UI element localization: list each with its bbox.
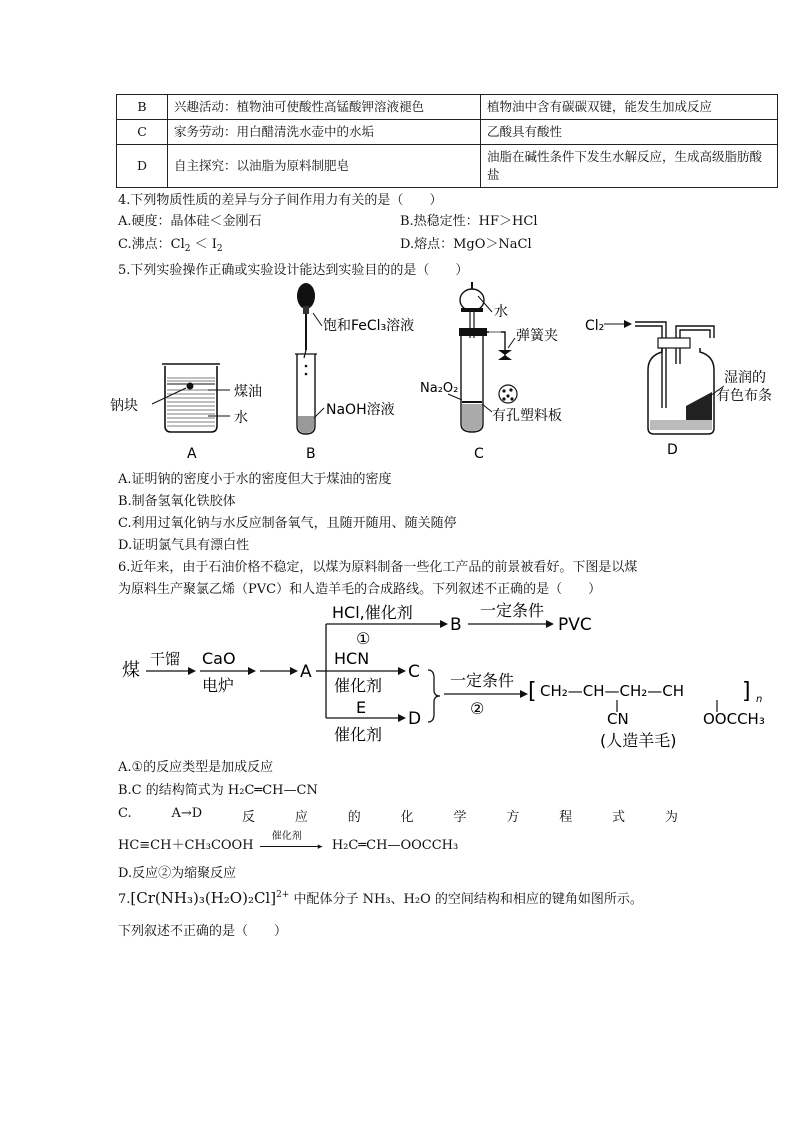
- polymer-oocch3: OOCCH₃: [703, 710, 765, 728]
- sodium-block: [187, 383, 194, 390]
- figure-a-label: A: [187, 446, 197, 462]
- table-cell-opt: D: [117, 145, 168, 188]
- table-cell-activity: 家务劳动：用白醋清洗水壶中的水垢: [168, 120, 481, 145]
- q4-option-c: C.沸点：$Cl_2 < I_2$: [118, 237, 223, 254]
- label-kerosene: 煤油: [234, 384, 262, 400]
- q6-option-b: B.C 的结构简式为 H₂C═CH—CN: [118, 783, 318, 798]
- q5-option-a: A.证明钠的密度小于水的密度但大于煤油的密度: [118, 472, 392, 487]
- table-cell-activity: 兴趣活动：植物油可使酸性高锰酸钾溶液褪色: [168, 95, 481, 120]
- perforated-plate-detail: [499, 385, 517, 403]
- route-step-2: ②: [470, 699, 485, 718]
- q5-apparatus-figure: [110, 278, 790, 466]
- label-cloth-1: 湿润的: [724, 370, 766, 386]
- route-b: B: [450, 615, 462, 635]
- route-d: D: [408, 709, 422, 729]
- polymer-cn: CN: [607, 710, 629, 728]
- label-naoh: NaOH溶液: [326, 402, 395, 418]
- table-cell-reason: 油脂在碱性条件下发生水解反应，生成高级脂肪酸盐: [481, 145, 778, 188]
- q6-option-c-equation: HC≡CH＋CH₃COOH 催化剂 ▸ H₂C═CH—OOCCH₃: [118, 830, 459, 853]
- q4-option-b: B.热稳定性：HF＞HCl: [400, 214, 538, 229]
- route-a: A: [300, 662, 312, 682]
- q6-stem-line2: 为原料生产聚氯乙烯（PVC）和人造羊毛的合成路线。下列叙述不正确的是（ ）: [118, 582, 602, 597]
- figure-c-generator: [420, 282, 562, 462]
- route-pvc: PVC: [558, 615, 592, 635]
- polymer-bracket-right: ]: [742, 679, 751, 704]
- table-cell-opt: C: [117, 120, 168, 145]
- route-condition-1: 一定条件: [480, 601, 545, 620]
- route-e: E: [356, 698, 367, 717]
- route-c: C: [408, 662, 420, 682]
- route-catalyst-2: 催化剂: [334, 725, 383, 744]
- polymer-n: n: [756, 694, 763, 705]
- polymer-chain: CH₂—CH—CH₂—CH: [540, 682, 685, 700]
- q6-synthesis-route: [110, 598, 790, 754]
- q6-option-c-line1: C. A→D 反 应 的 化 学 方 程 式 为: [118, 806, 678, 825]
- table-row: [117, 120, 778, 145]
- figure-b-dropper-tube: [295, 283, 414, 462]
- table-row: [117, 145, 778, 188]
- dropper-bulb: [297, 283, 315, 309]
- route-furnace: 电炉: [202, 676, 235, 695]
- q4-option-a: A.硬度：晶体硅＜金刚石: [118, 214, 262, 229]
- route-brace: [428, 670, 440, 722]
- figure-d-label: D: [667, 442, 678, 458]
- route-catalyst-1: 催化剂: [334, 676, 383, 695]
- q4-stem: 4.下列物质性质的差异与分子间作用力有关的是（ ）: [118, 193, 443, 208]
- q6-stem-line1: 6.近年来，由于石油价格不稳定，以煤为原料制备一些化工产品的前景被看好。下图是以煤: [118, 560, 638, 575]
- q5-option-b: B.制备氢氧化铁胶体: [118, 494, 236, 509]
- table-cell-reason: 植物油中含有碳碳双键，能发生加成反应: [481, 95, 778, 120]
- table-cell-activity: 自主探究：以油脂为原料制肥皂: [168, 145, 481, 188]
- label-water-a: 水: [234, 410, 248, 426]
- q7-stem-line1: $7.[Cr(NH_3)_3(H_2O)_2Cl]^{2+}$ 中配体分子 NH₃、H₂O 的空间结构和相应的键角如图所示。: [118, 889, 643, 907]
- figure-d-gas-bottle: [585, 318, 772, 458]
- label-water-c: 水: [494, 304, 508, 320]
- polymer-name: (人造羊毛): [600, 731, 677, 750]
- label-cl2: Cl₂: [585, 318, 605, 334]
- q5-option-c: C.利用过氧化钠与水反应制备氧气，且随开随用、随关随停: [118, 516, 457, 531]
- polymer-bracket-left: [: [528, 679, 537, 704]
- q7-stem-line2: 下列叙述不正确的是（ ）: [118, 924, 288, 939]
- q5-stem: 5.下列实验操作正确或实验设计能达到实验目的的是（ ）: [118, 263, 469, 278]
- q6-option-d: D.反应②为缩聚反应: [118, 866, 237, 881]
- label-na2o2: Na₂O₂: [420, 381, 459, 396]
- options-table: [116, 94, 778, 188]
- route-coal: 煤: [122, 660, 140, 681]
- q6-option-a: A.①的反应类型是加成反应: [118, 760, 274, 775]
- label-cloth-2: 有色布条: [716, 388, 772, 404]
- table-cell-reason: 乙酸具有酸性: [481, 120, 778, 145]
- route-hcn: HCN: [334, 649, 370, 668]
- label-spring-clip: 弹簧夹: [516, 328, 558, 344]
- route-condition-2: 一定条件: [450, 671, 515, 690]
- q5-option-d: D.证明氯气具有漂白性: [118, 538, 250, 553]
- q4-option-d: D.熔点：MgO＞NaCl: [400, 237, 532, 252]
- figure-a-beaker: [110, 364, 262, 462]
- route-cao: CaO: [202, 649, 236, 668]
- figure-c-label: C: [474, 446, 484, 462]
- table-cell-opt: B: [117, 95, 168, 120]
- table-row: [117, 95, 778, 120]
- route-dry-distill: 干馏: [150, 650, 181, 668]
- route-step-1: ①: [356, 629, 371, 648]
- route-hcl-catalyst: HCl,催化剂: [332, 603, 413, 622]
- figure-b-label: B: [306, 446, 316, 462]
- label-plate: 有孔塑料板: [492, 408, 562, 424]
- label-fecl3: 饱和FeCl₃溶液: [323, 318, 415, 334]
- label-sodium: 钠块: [110, 398, 138, 414]
